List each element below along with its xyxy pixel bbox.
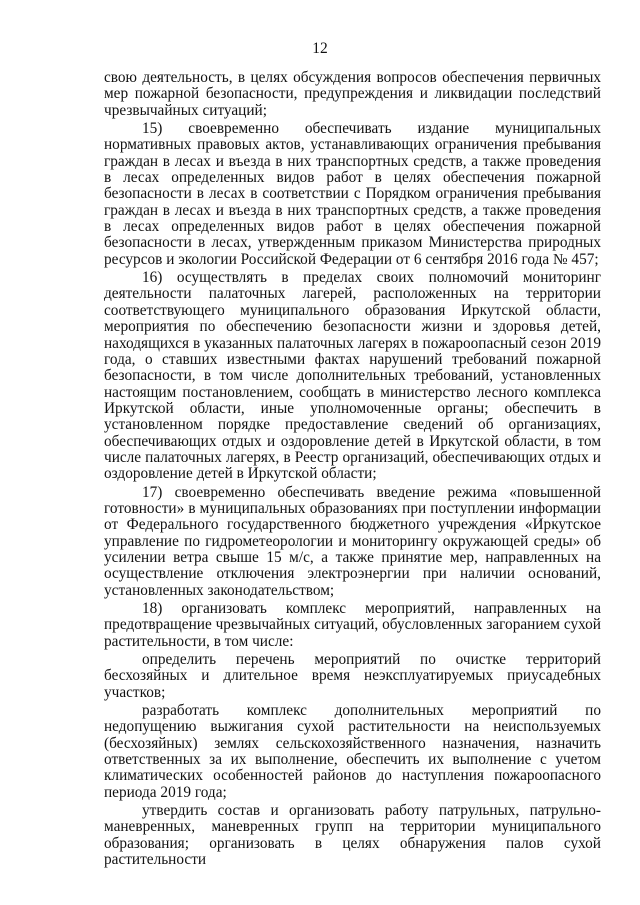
paragraph-item-15: 15) своевременно обеспечивать издание муниципальных нормативных правовых актов, устанавливающих ограничения пребывания граждан в лесах и въезда в них транспортных средств, а также проведения в лесах определенных видов работ в целях обеспечения пожарной безопасности в лесах в соответствии с Порядком ограничения пребывания граждан в лесах и въезда в них транспортных средств, а также проведения в лесах определенных видов работ в целях обеспечения пожарной безопасности в лесах, утвержденным приказом Министерства природных ресурсов и экологии Российской Федерации от 6 сентября 2016 года № 457; — [104, 120, 601, 268]
document-body — [104, 70, 601, 869]
paragraph-subitem-3: утвердить состав и организовать работу патрульных, патрульно-маневренных, маневренных групп на территории муниципального образования; организовать в целях обнаружения палов сухой растительности — [104, 802, 601, 869]
page-number: 12 — [312, 40, 328, 57]
paragraph-item-18: 18) организовать комплекс мероприятий, направленных на предотвращение чрезвычайных ситуаций, обусловленных загоранием сухой растительности, в том числе: — [104, 600, 601, 650]
paragraph-subitem-2: разработать комплекс дополнительных мероприятий по недопущению выжигания сухой растительности на неиспользуемых (бесхозяйных) землях сельскохозяйственного назначения, назначить ответственных за их выполнение, обеспечить их выполнение с учетом климатических особенностей районов до наступления пожароопасного периода 2019 года; — [104, 702, 601, 801]
paragraph-subitem-1: определить перечень мероприятий по очистке территорий бесхозяйных и длительное время неэксплуатируемых приусадебных участков; — [104, 651, 601, 701]
paragraph-continuation: свою деятельность, в целях обсуждения вопросов обеспечения первичных мер пожарной безопасности, предупреждения и ликвидации последствий чрезвычайных ситуаций; — [104, 69, 601, 119]
paragraph-item-17: 17) своевременно обеспечивать введение режима «повышенной готовности» в муниципальных образованиях при поступлении информации от Федерального государственного бюджетного учреждения «Иркутское управление по гидрометеорологии и мониторингу окружающей среды» об усилении ветра свыше 15 м/с, а также принятие мер, направленных на осуществление отключения электроэнергии при наличии оснований, установленных законодательством; — [104, 483, 601, 599]
paragraph-item-16: 16) осуществлять в пределах своих полномочий мониторинг деятельности палаточных лагерей, расположенных на территории соответствующего муниципального образования Иркутской области, мероприятия по обеспечению безопасности жизни и здоровья детей, находящихся в указанных палаточных лагерях в пожароопасный сезон 2019 года, о ставших известными фактах нарушений требований пожарной безопасности, в том числе дополнительных требований, установленных настоящим постановлением, сообщать в министерство лесного комплекса Иркутской области, иные уполномоченные органы; обеспечить в установленном порядке предоставление сведений об организациях, обеспечивающих отдых и оздоровление детей в Иркутской области, в том числе палаточных лагерях, в Реестр организаций, обеспечивающих отдых и оздоровление детей в Иркутской области; — [104, 269, 601, 483]
